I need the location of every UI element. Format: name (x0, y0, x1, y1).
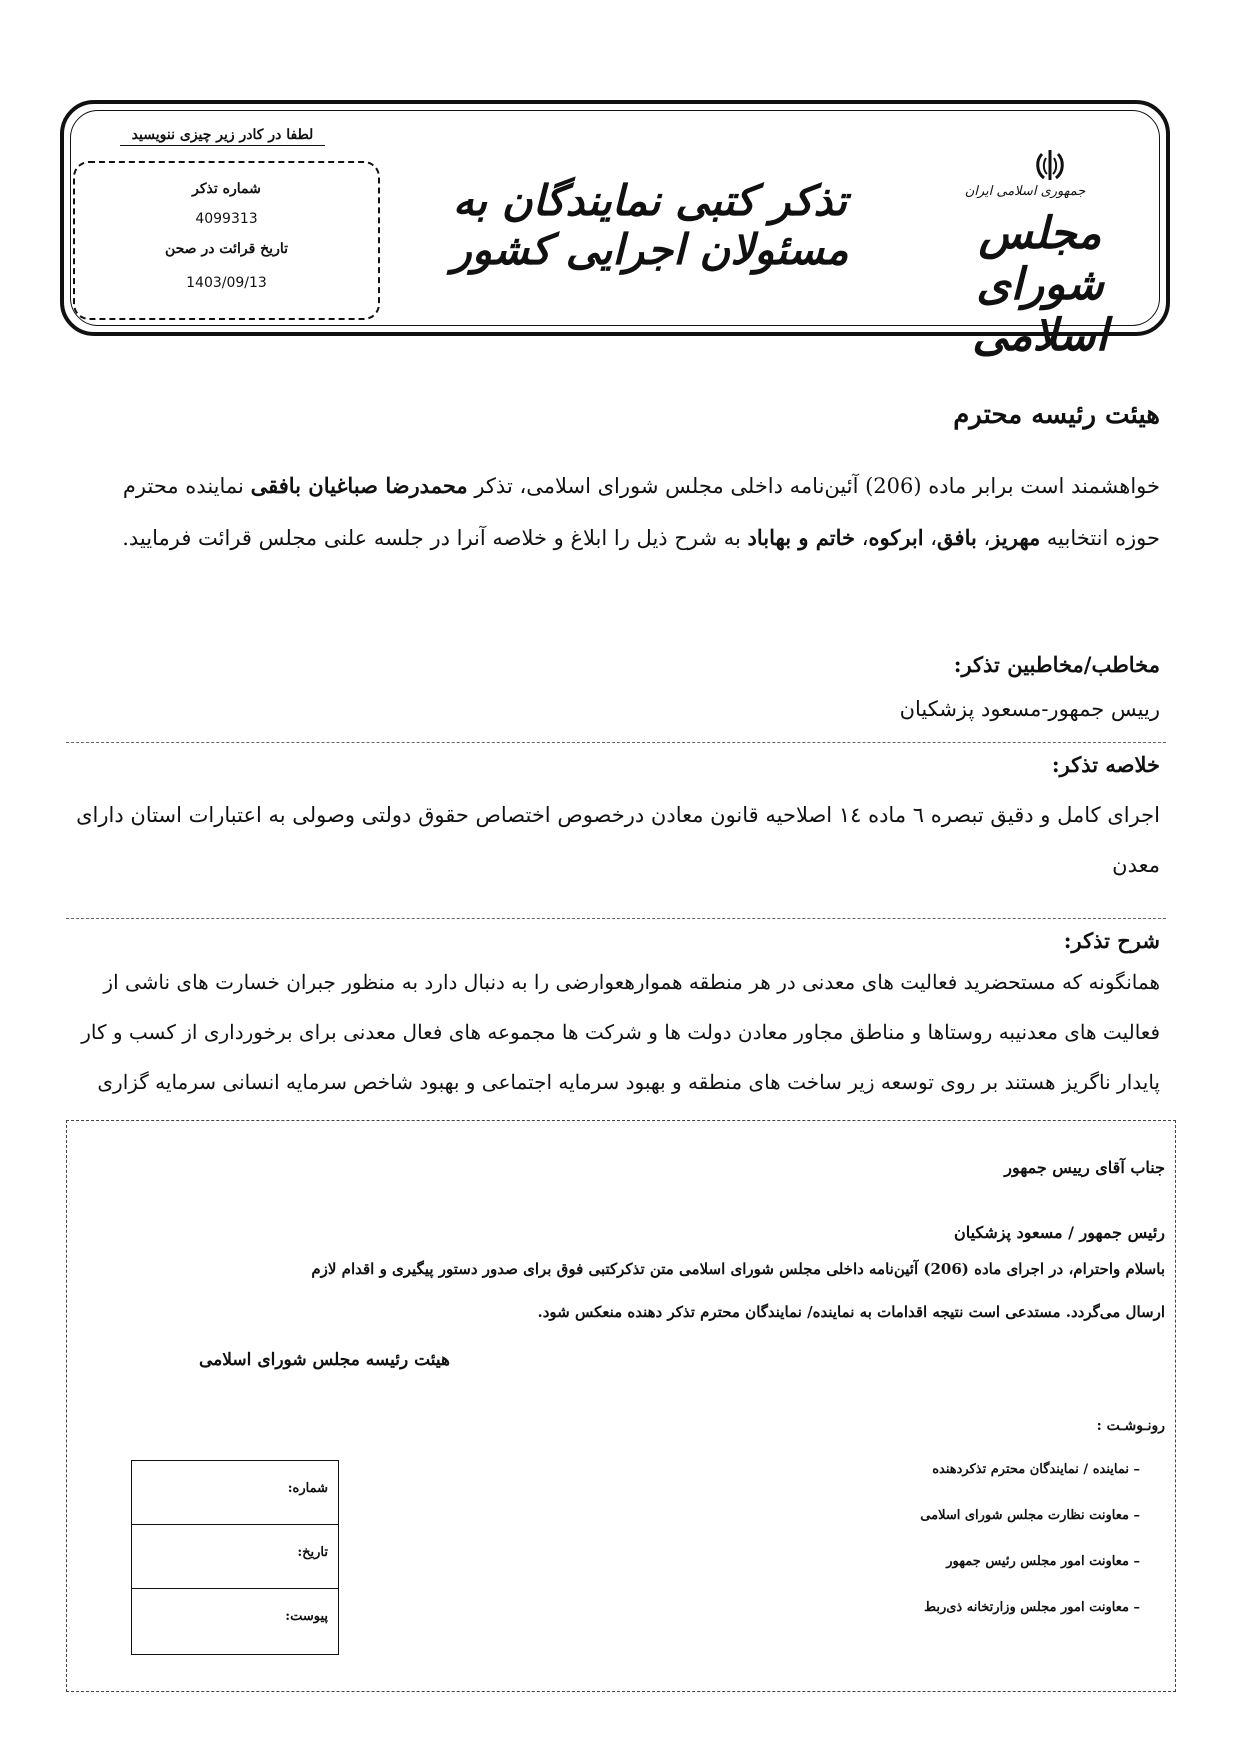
memo-number: 4099313 (195, 211, 258, 227)
cc-item: – نماینده / نمایندگان محترم تذکردهنده (932, 1462, 1140, 1477)
description-line: فعالیت های معدنیبه روستاها و مناطق مجاور معادن دولت ها و شرکت ها مجموعه های فعال معدنی برای برخورداری از کسب و کار (81, 1020, 1160, 1044)
divider (66, 742, 1166, 743)
addressee-title: رئیس جمهور / مسعود پزشکیان (954, 1223, 1165, 1242)
do-not-write-note: لطفا در کادر زیر چیزی ننویسید (120, 127, 325, 146)
parliament-logo: مجلس شورای اسلامی (972, 208, 1108, 361)
summary-heading: خلاصه تذکر: (1051, 752, 1160, 777)
reading-date: 1403/09/13 (186, 275, 267, 291)
memo-number-label: شماره تذکر (192, 181, 261, 197)
cc-list (800, 1450, 1140, 1630)
constituency-2: بافق (937, 525, 977, 550)
republic-caption: جمهوری اسلامی ایران (964, 184, 1086, 199)
cc-item: – معاونت امور مجلس وزارتخانه ذی‌ربط (924, 1600, 1140, 1615)
document-title: تذکر کتبی نمایندگان به مسئولان اجرایی کشور (451, 176, 849, 274)
memo-info-box (73, 161, 380, 320)
registry-table (131, 1460, 339, 1655)
referral-text-line: ارسال می‌گردد. مستدعی است نتیجه اقدامات به نماینده/ نمایندگان محترم تذکر دهنده منعکس شود. (537, 1303, 1165, 1321)
cc-heading: رونـوشـت : (1096, 1418, 1165, 1434)
signature: هیئت رئیسه مجلس شورای اسلامی (199, 1350, 450, 1370)
reading-date-label: تاریخ قرائت در صحن (164, 241, 288, 257)
intro-paragraph: خواهشمند است برابر ماده (206) آئین‌نامه داخلی مجلس شورای اسلامی، تذکر محمدرضا صباغیان بافقی نماینده محترم حوزه انتخابیه مهریز، بافق، ابرکوه، خاتم و بهاباد به شرح ذیل را ابلاغ و خلاصه آنرا در جلسه علنی مجلس قرائت فرمایید. (122, 473, 1160, 550)
salutation: هیئت رئیسه محترم (953, 400, 1160, 430)
registry-number-row: شماره: (132, 1461, 338, 1525)
addressee: جناب آقای رییس جمهور (1004, 1158, 1165, 1177)
recipients-heading: مخاطب/مخاطبین تذکر: (953, 652, 1160, 677)
constituency-1: مهریز (990, 525, 1041, 550)
representative-name: محمدرضا صباغیان بافقی (250, 473, 468, 498)
cc-item: – معاونت نظارت مجلس شورای اسلامی (920, 1508, 1140, 1523)
constituency-4: خاتم و بهاباد (747, 525, 856, 550)
description-line: پایدار ناگریز هستند بر روی توسعه زیر ساخت های منطقه و بهبود سرمایه اجتماعی و بهبود شاخص سرمایه انسانی سرمایه گزاری (97, 1070, 1160, 1094)
iran-emblem-icon (1030, 146, 1070, 184)
cc-item: – معاونت امور مجلس رئیس جمهور (946, 1554, 1140, 1569)
recipients-value: رییس جمهور-مسعود پزشکیان (899, 697, 1160, 721)
registry-date-row: تاریخ: (132, 1525, 338, 1589)
divider (66, 918, 1166, 919)
summary-text: اجرای کامل و دقیق تبصره ٦ ماده ١٤ اصلاحیه قانون معادن درخصوص اختصاص حقوق دولتی وصولی به اعتبارات استان دارای معدن (76, 803, 1160, 877)
registry-attachment-row: پیوست: (285, 1609, 328, 1624)
constituency-3: ابرکوه (868, 525, 924, 550)
referral-text-line: باسلام واحترام، در اجرای ماده (206) آئین‌نامه داخلی مجلس شورای اسلامی متن تذکرکتبی فوق برای صدور دستور پیگیری و اقدام لازم (311, 1260, 1165, 1278)
description-line: همانگونه که مستحضرید فعالیت های معدنی در هر منطقه هموارهعوارضی را به دنبال دارد به منظور جبران خسارت های ناشی از (103, 970, 1160, 994)
description-heading: شرح تذکر: (1063, 928, 1160, 953)
